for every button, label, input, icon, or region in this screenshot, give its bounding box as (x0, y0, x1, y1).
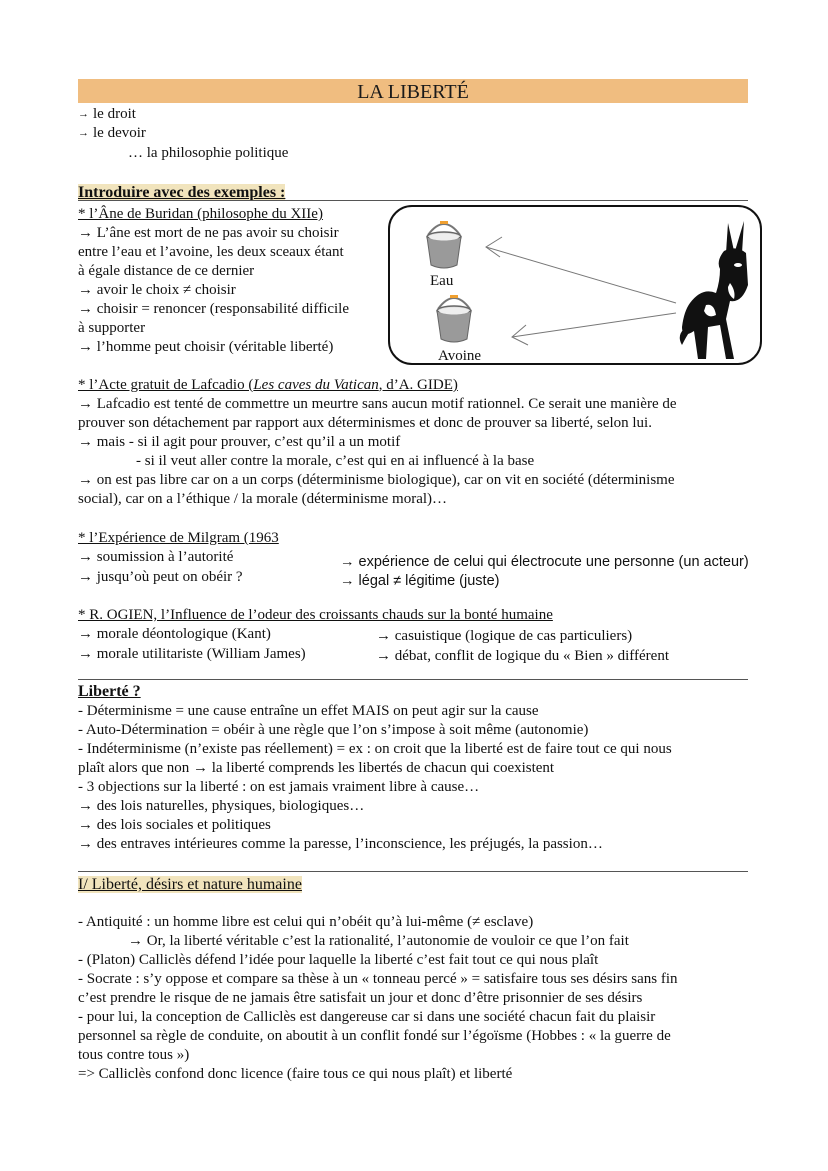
donkey-icon (680, 221, 748, 359)
ogien-left-line: → morale utilitariste (William James) (78, 646, 306, 662)
liberte-line: - Indéterminisme (n’existe pas réellement) = ex : on croit que la liberté est de faire tout ce qui nous (78, 741, 672, 757)
buridan-line: → l’homme peut choisir (véritable liberté) (78, 339, 334, 355)
milgram-right-line: → légal ≠ légitime (juste) (340, 573, 500, 589)
divider (78, 679, 748, 680)
page-title: LA LIBERTÉ (78, 79, 748, 103)
arrow-to-oats-icon (512, 313, 676, 345)
bucket-label-water: Eau (430, 273, 454, 289)
section-heading-examples: Introduire avec des exemples : (78, 184, 286, 201)
section-one-line: - Socrate : s’y oppose et compare sa thèse à un « tonneau percé » = satisfaire tous ses désirs sans fin (78, 971, 678, 987)
milgram-right-line: → expérience de celui qui électrocute une personne (un acteur) (340, 554, 749, 570)
lafcadio-line: prouver son détachement par rapport aux déterminismes et donc de prouver sa liberté, selon lui. (78, 415, 652, 431)
liberte-line: → des lois naturelles, physiques, biologiques… (78, 798, 365, 814)
section-one-line: c’est prendre le risque de ne jamais être satisfait un jour et donc d’être prisonnier de ses désirs (78, 990, 643, 1006)
section-one-line: - (Platon) Calliclès défend l’idée pour laquelle la liberté c’est fait tout ce qui nous plaît (78, 952, 599, 968)
lafcadio-line: social), car on a l’éthique / la morale (déterminisme moral)… (78, 491, 448, 507)
bucket-icon (427, 221, 461, 268)
buridan-line: à égale distance de ce dernier (78, 263, 255, 279)
intro-item: → le droit (78, 106, 136, 122)
lafcadio-line: - si il veut aller contre la morale, c’est qui en ai influencé à la base (136, 453, 535, 469)
lafcadio-line: → on est pas libre car on a un corps (déterminisme biologique), car on vit en société (déterminisme (78, 472, 675, 488)
buridan-line: → avoir le choix ≠ choisir (78, 282, 236, 298)
intro-item: → le devoir (78, 125, 146, 141)
arrow-icon: → (78, 127, 89, 139)
lafcadio-line: → Lafcadio est tenté de commettre un meurtre sans aucun motif rationnel. Ce serait une manière de (78, 396, 677, 412)
liberte-line: → des lois sociales et politiques (78, 817, 271, 833)
arrow-to-water-icon (486, 237, 676, 303)
milgram-title: * l’Expérience de Milgram (1963 (78, 530, 279, 546)
liberte-line: plaît alors que non → la liberté comprends les libertés de chacun qui coexistent (78, 760, 555, 776)
divider (78, 871, 748, 872)
section-one-line: - Antiquité : un homme libre est celui qui n’obéit qu’à lui-même (≠ esclave) (78, 914, 534, 930)
liberte-line: → des entraves intérieures comme la paresse, l’inconscience, les préjugés, la passion… (78, 836, 603, 852)
ogien-right-line: → casuistique (logique de cas particuliers) (376, 628, 633, 644)
lafcadio-line: → mais - si il agit pour prouver, c’est qu’il a un motif (78, 434, 401, 450)
lafcadio-title: * l’Acte gratuit de Lafcadio (Les caves du Vatican, d’A. GIDE) (78, 377, 458, 393)
buridan-line: entre l’eau et l’avoine, les deux sceaux étant (78, 244, 344, 260)
ogien-right-line: → débat, conflit de logique du « Bien » différent (376, 648, 669, 664)
section-one-line: tous contre tous ») (78, 1047, 190, 1063)
bucket-label-oats: Avoine (438, 348, 482, 364)
section-heading-one: I/ Liberté, désirs et nature humaine (78, 876, 302, 893)
section-one-line: → Or, la liberté véritable c’est la rationalité, l’autonomie de vouloir ce que l’on fait (128, 933, 629, 949)
section-heading-liberte: Liberté ? (78, 683, 141, 700)
milgram-left-line: → soumission à l’autorité (78, 549, 234, 565)
ogien-left-line: → morale déontologique (Kant) (78, 626, 271, 642)
buridan-line: à supporter (78, 320, 146, 336)
document-page (78, 79, 749, 1082)
section-one-line: personnel sa règle de conduite, on aboutit à un conflit fondé sur l’égoïsme (Hobbes : « la guerre de (78, 1028, 671, 1044)
ogien-title: * R. OGIEN, l’Influence de l’odeur des croissants chauds sur la bonté humaine (78, 607, 553, 623)
liberte-line: - Auto-Détermination = obéir à une règle que l’on s’impose à soit même (autonomie) (78, 722, 589, 738)
arrow-icon: → (78, 108, 89, 120)
buridan-line: → L’âne est mort de ne pas avoir su choisir (78, 225, 339, 241)
bucket-icon (437, 295, 471, 342)
liberte-line: - Déterminisme = une cause entraîne un effet MAIS on peut agir sur la cause (78, 703, 539, 719)
divider (78, 200, 748, 201)
buridan-line: → choisir = renoncer (responsabilité difficile (78, 301, 350, 317)
milgram-left-line: → jusqu’où peut on obéir ? (78, 569, 243, 585)
buridan-figure (388, 205, 762, 365)
liberte-line: - 3 objections sur la liberté : on est jamais vraiment libre à cause… (78, 779, 480, 795)
section-one-line: => Calliclès confond donc licence (faire tous ce qui nous plaît) et liberté (78, 1066, 513, 1082)
buridan-title: * l’Âne de Buridan (philosophe du XIIe) (78, 206, 323, 222)
section-one-line: - pour lui, la conception de Calliclès est dangereuse car si dans une société chacun fait du plaisir (78, 1009, 656, 1025)
intro-item: … la philosophie politique (128, 145, 289, 161)
